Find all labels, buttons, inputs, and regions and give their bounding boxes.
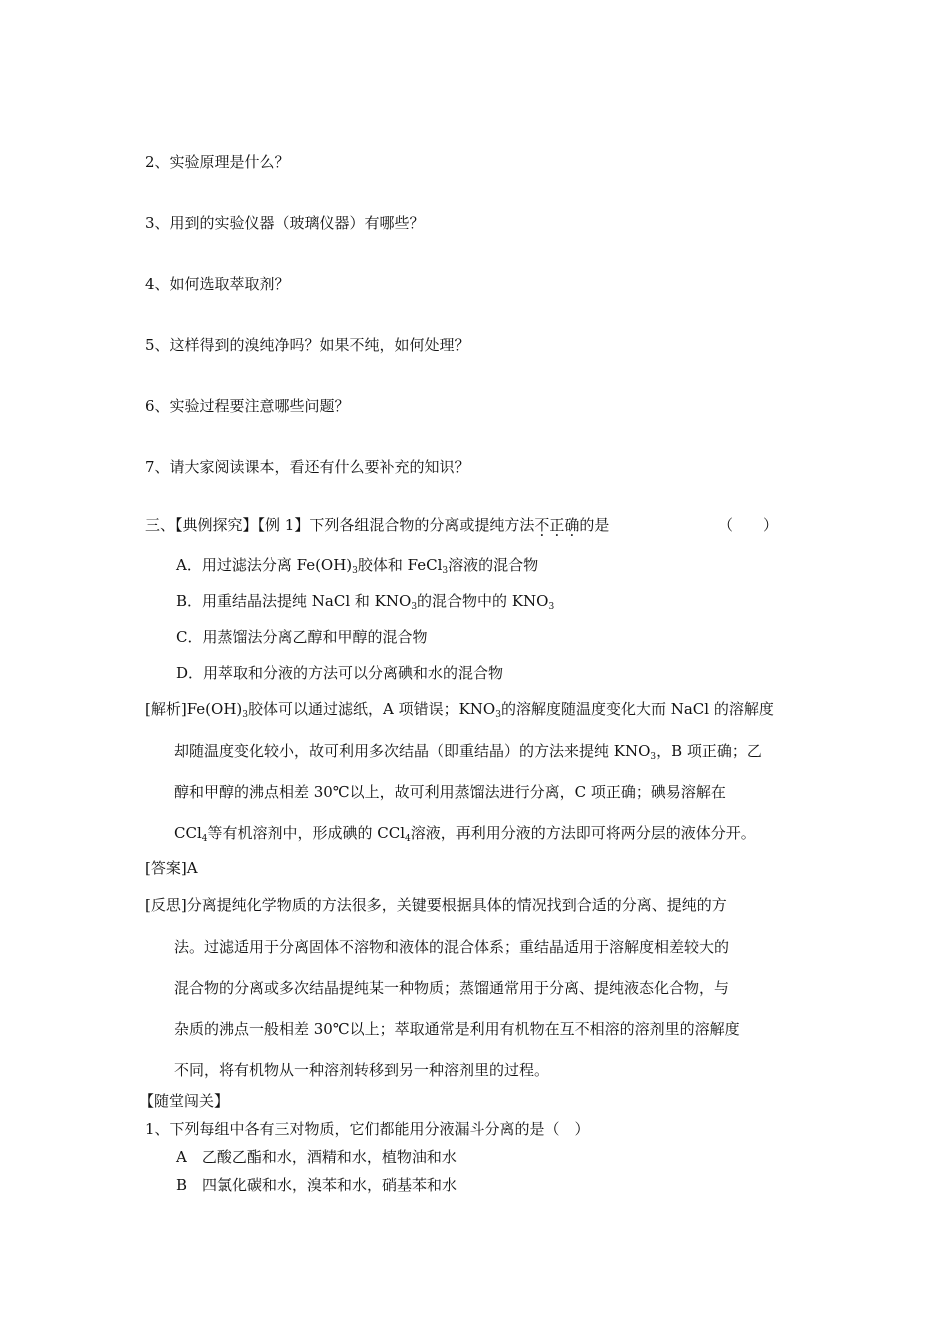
analysis-text: 胶体可以通过滤纸，A 项错误；KNO [248,700,496,718]
practice-question-1: 1、下列每组中各有三对物质，它们都能用分液漏斗分离的是（ ） [145,1120,590,1138]
option-d: D．用萃取和分液的方法可以分离碘和水的混合物 [176,664,504,682]
subscript: 3 [442,566,449,576]
reflection-line-4: 杂质的沸点一般相差 30℃以上；萃取通常是利用有机物在互不相溶的溶剂里的溶解度 [174,1020,740,1038]
example-heading [145,515,609,535]
analysis-line-1 [145,699,774,719]
option-a-text: 溶液的混合物 [448,556,539,574]
subscript: 3 [352,566,358,576]
analysis-line-3: 醇和甲醇的沸点相差 30℃以上，故可利用蒸馏法进行分离，C 项正确；碘易溶解在 [174,783,726,801]
answer: [答案]A [145,859,198,877]
reflection-line-5: 不同，将有机物从一种溶剂转移到另一种溶剂里的过程。 [174,1061,550,1079]
practice-option-a: A 乙酸乙酯和水，酒精和水，植物油和水 [176,1148,457,1166]
reflection-line-2: 法。过滤适用于分离固体不溶物和液体的混合体系；重结晶适用于溶解度相差较大的 [174,938,730,956]
practice-option-b: B 四氯化碳和水，溴苯和水，硝基苯和水 [176,1176,458,1194]
subscript: 3 [548,602,555,612]
reflection-line-3: 混合物的分离或多次结晶提纯某一种物质；蒸馏通常用于分离、提纯液态化合物，与 [174,979,730,997]
analysis-text: 等有机溶剂中，形成碘的 CCl [207,824,406,842]
question-5: 5、这样得到的溴纯净吗？如果不纯，如何处理？ [145,336,470,354]
analysis-text: CCl [174,824,202,842]
emphasis-char: 正 [549,516,565,534]
analysis-text: 的溶解度随温度变化大而 NaCl 的溶解度 [500,700,774,718]
option-a-text: 胶体和 FeCl [357,556,443,574]
question-4: 4、如何选取萃取剂？ [145,275,290,293]
subscript: 3 [411,602,418,612]
example-heading-tail: 的是 [579,516,610,534]
analysis-text: ，B 项正确；乙 [656,742,762,760]
question-3: 3、用到的实验仪器（玻璃仪器）有哪些？ [145,214,425,232]
analysis-text: [解析]Fe(OH) [145,700,243,718]
option-b-text: B．用重结晶法提纯 NaCl 和 KNO [176,592,412,610]
subscript: 4 [201,834,208,844]
option-a [176,555,538,575]
question-6: 6、实验过程要注意哪些问题？ [145,397,350,415]
option-b [176,591,554,611]
analysis-line-4 [174,823,756,843]
analysis-text: 溶液，再利用分液的方法即可将两分层的液体分开。 [410,824,756,842]
subscript: 3 [242,710,248,720]
subscript: 4 [405,834,411,844]
example-heading-text: 三、【典例探究】【例 1】下列各组混合物的分离或提纯方法 [145,516,535,534]
analysis-line-2 [174,741,762,761]
practice-heading: 【随堂闯关】 [139,1092,230,1110]
subscript: 3 [495,710,501,720]
emphasis-char: 确 [564,516,580,534]
emphasis-char: 不 [534,516,550,534]
subscript: 3 [650,752,657,762]
question-2: 2、实验原理是什么？ [145,153,290,171]
answer-blank: （ ） [718,516,779,534]
analysis-text: 却随温度变化较小，故可利用多次结晶（即重结晶）的方法来提纯 KNO [174,742,651,760]
option-c: C．用蒸馏法分离乙醇和甲醇的混合物 [176,628,428,646]
question-7: 7、请大家阅读课本，看还有什么要补充的知识？ [145,458,470,476]
option-a-text: A．用过滤法分离 Fe(OH) [176,556,353,574]
reflection-line-1: [反思]分离提纯化学物质的方法很多，关键要根据具体的情况找到合适的分离、提纯的方 [145,896,727,914]
option-b-text: 的混合物中的 KNO [417,592,549,610]
